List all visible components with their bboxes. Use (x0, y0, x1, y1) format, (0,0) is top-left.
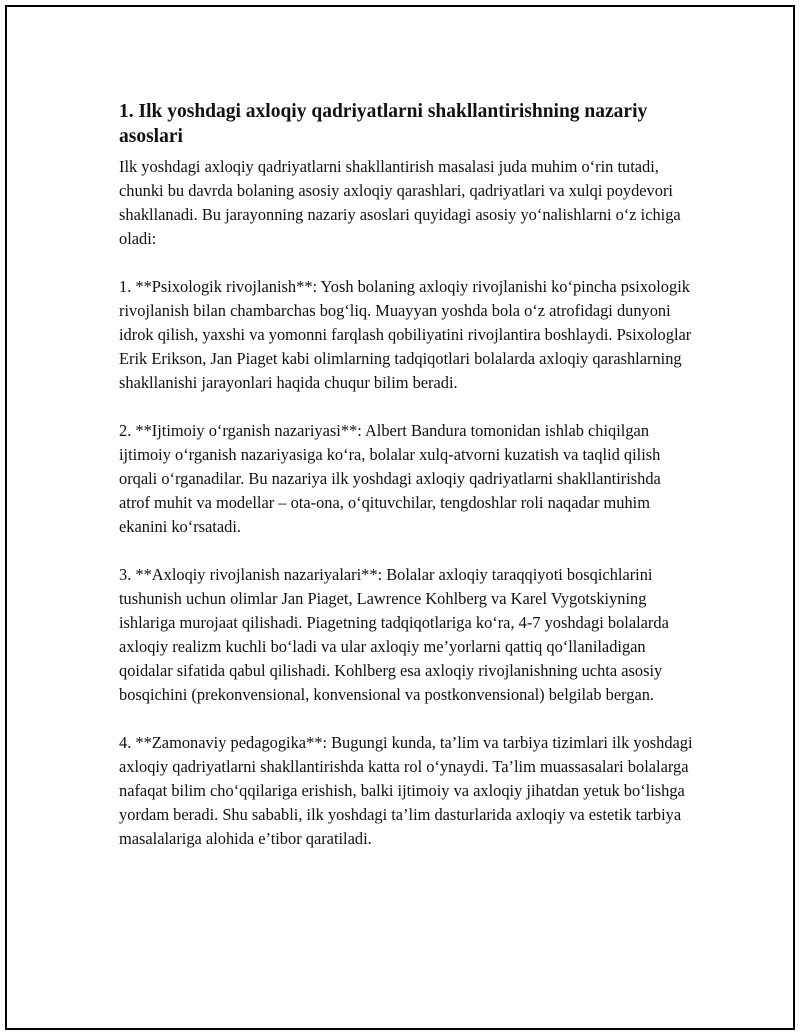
paragraph-moral-development-theories: 3. **Axloqiy rivojlanish nazariyalari**: Bolalar axloqiy taraqqiyoti bosqichlarini tushunish uchun olimlar Jan Piaget, Lawrence Kohlberg va Karel Vygotskiyning ishlariga murojaat qilishadi. Piagetning tadqiqotlariga ko‘ra, 4-7 yoshdagi bolalarda axloqiy realizm kuchli bo‘ladi va ular axloqiy me’yorlarni qattiq qo‘llaniladigan qoidalar sifatida qabul qilishadi. Kohlberg esa axloqiy rivojlanishning uchta asosiy bosqichini (prekonvensional, konvensional va postkonvensional) belgilab bergan. (119, 565, 669, 704)
paragraph-social-learning-theory: 2. **Ijtimoiy o‘rganish nazariyasi**: Albert Bandura tomonidan ishlab chiqilgan ijtimoiy o‘rganish nazariyasiga ko‘ra, bolalar xulq-atvorni kuzatish va taqlid qilish orqali o‘rganadilar. Bu nazariya ilk yoshdagi axloqiy qadriyatlarni shakllantirishda atrof muhit va modellar – ota-ona, o‘qituvchilar, tengdoshlar roli naqadar muhim ekanini ko‘rsatadi. (119, 421, 661, 536)
paragraph-psychological-development: 1. **Psixologik rivojlanish**: Yosh bolaning axloqiy rivojlanishi ko‘pincha psixologik rivojlanish bilan chambarchas bog‘liq. Muayyan yoshda bola o‘z atrofidagi dunyoni idrok qilish, yaxshi va yomonni farqlash qobiliyatini rivojlantira boshlaydi. Psixologlar Erik Erikson, Jan Piaget kabi olimlarning tadqiqotlari bolalarda axloqiy qarashlarning shakllanishi jarayonlari haqida chuqur bilim beradi. (119, 277, 692, 392)
paragraph-modern-pedagogy: 4. **Zamonaviy pedagogika**: Bugungi kunda, ta’lim va tarbiya tizimlari ilk yoshdagi axloqiy qadriyatlarni shakllantirishda katta rol o‘ynaydi. Ta’lim muassasalari bolalarga nafaqat bilim cho‘qqilariga erishish, balki ijtimoiy va axloqiy jihatdan yetuk bo‘lishga yordam beradi. Shu sababli, ilk yoshdagi ta’lim dasturlarida axloqiy va estetik tarbiya masalalariga alohida e’tibor qaratiladi. (119, 733, 693, 848)
page-frame (5, 5, 795, 1030)
document-body (119, 99, 694, 875)
intro-paragraph: Ilk yoshdagi axloqiy qadriyatlarni shakllantirish masalasi juda muhim o‘rin tutadi, chunki bu davrda bolaning asosiy axloqiy qarashlari, qadriyatlari va xulqi poydevori shakllanadi. Bu jarayonning nazariy asoslari quyidagi asosiy yo‘nalishlarni o‘z ichiga oladi: (119, 157, 681, 248)
section-heading: 1. Ilk yoshdagi axloqiy qadriyatlarni shakllantirishning nazariy asoslari (119, 101, 648, 147)
